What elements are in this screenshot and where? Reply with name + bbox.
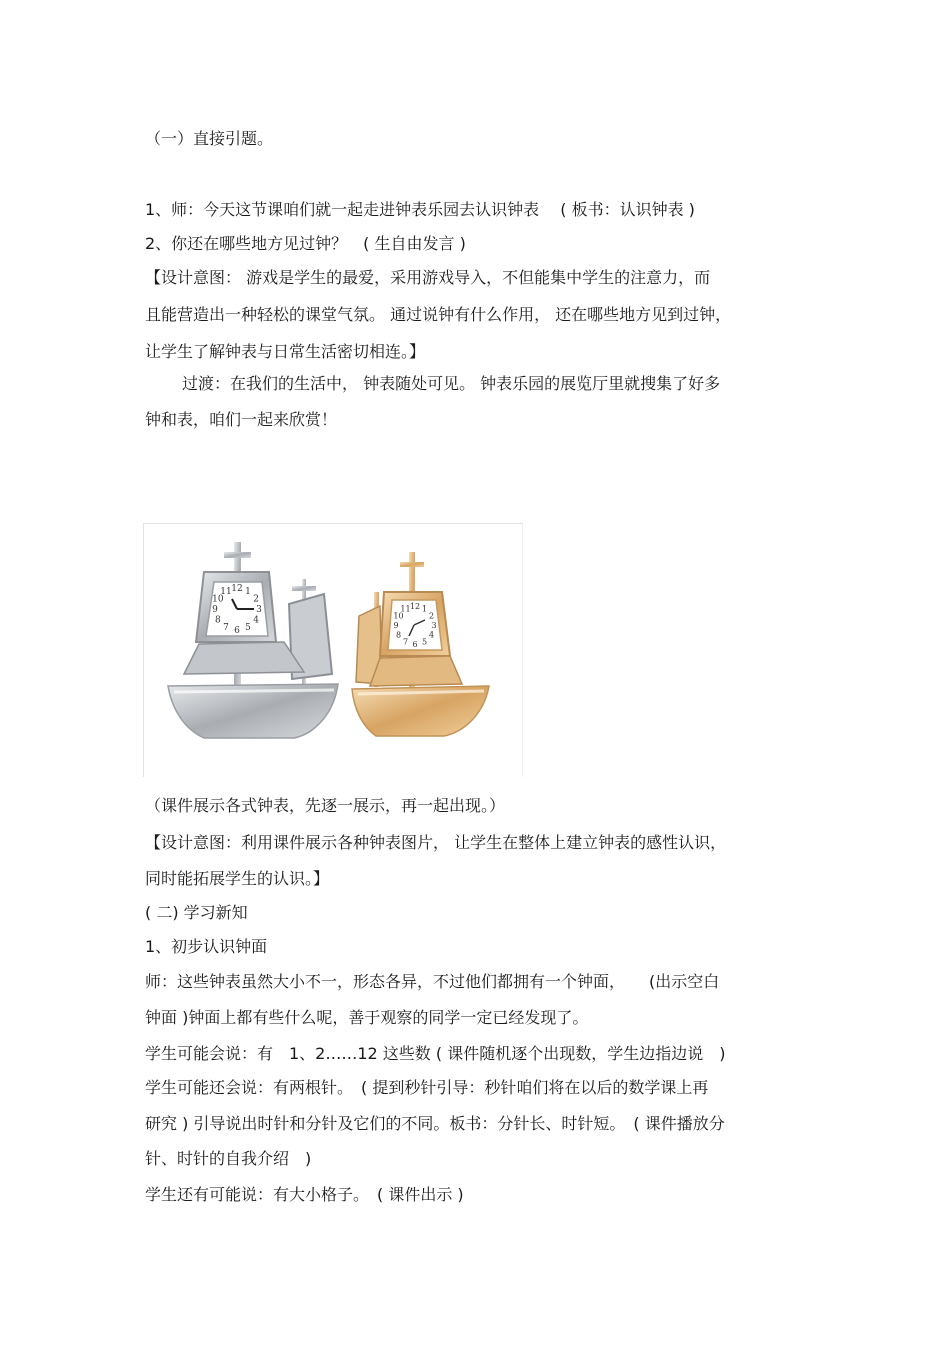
text-line-15: 钟面 )钟面上都有些什么呢，善于观察的同学一定已经发现了。	[145, 1008, 589, 1027]
clock-number: 2	[428, 611, 435, 621]
text-line-6: 让学生了解钟表与日常生活密切相连。】	[145, 342, 426, 361]
clock-ship-figure	[143, 523, 523, 777]
clock-number: 8	[395, 630, 402, 640]
text-line-14: 师：这些钟表虽然大小不一，形态各异，不过他们都拥有一个钟面， (出示空白	[145, 972, 720, 991]
text-line-20: 学生还有可能说：有大小格子。 ( 课件出示 )	[145, 1185, 464, 1204]
clock-number: 3	[431, 621, 437, 630]
text-line-12: ( 二) 学习新知	[145, 903, 248, 922]
text-line-9: （课件展示各式钟表，先逐一展示，再一起出现。）	[145, 796, 506, 815]
text-line-8: 钟和表，咱们一起来欣赏！	[145, 410, 338, 429]
clock-number: 10	[393, 611, 404, 621]
clock-number: 10	[212, 594, 224, 605]
clock-number: 6	[234, 626, 240, 636]
clock-number: 4	[428, 630, 435, 640]
text-line-16: 学生可能会说：有 1、2……12 这些数 ( 课件随机逐个出现数，学生边指边说 )	[145, 1044, 726, 1063]
clock-number: 5	[421, 637, 428, 647]
text-line-11: 同时能拓展学生的认识。】	[145, 869, 330, 888]
text-line-4: 【设计意图： 游戏是学生的最爱，采用游戏导入，不但能集中学生的注意力，而	[145, 268, 711, 287]
ship-clocks-illustration	[144, 524, 522, 777]
text-line-1: （一）直接引题。	[145, 129, 274, 148]
text-line-13: 1、初步认识钟面	[145, 937, 268, 956]
clock-number: 8	[215, 615, 221, 626]
text-line-5: 且能营造出一种轻松的课堂气氛。 通过说钟有什么作用， 还在哪些地方见到过钟，	[145, 305, 732, 324]
clock-number: 7	[223, 623, 229, 634]
clock-number: 12	[231, 584, 243, 594]
text-line-18: 研究 ) 引导说出时针和分针及它们的不同。板书：分针长、时针短。 ( 课件播放分	[145, 1114, 725, 1133]
clock-number: 5	[245, 623, 251, 634]
clock-number: 11	[220, 586, 232, 597]
clock-number: 9	[393, 621, 399, 630]
text-line-2: 1、师：今天这节课咱们就一起走进钟表乐园去认识钟表 ( 板书：认识钟表 )	[145, 200, 695, 219]
text-line-19: 针、时针的自我介绍 )	[145, 1149, 312, 1168]
clock-number: 9	[212, 605, 218, 615]
clock-number: 1	[245, 586, 251, 597]
clock-number: 7	[402, 637, 409, 647]
clock-number: 1	[421, 604, 428, 614]
clock-number: 11	[400, 604, 411, 614]
gold-ship-clock	[352, 552, 489, 736]
clock-number: 12	[409, 602, 421, 611]
text-line-10: 【设计意图：利用课件展示各种钟表图片， 让学生在整体上建立钟表的感性认识，	[145, 833, 727, 852]
clock-number: 3	[256, 605, 262, 615]
text-line-7: 过渡：在我们的生活中， 钟表随处可见。 钟表乐园的展览厅里就搜集了好多	[182, 374, 721, 393]
silver-ship-clock	[168, 542, 338, 738]
text-line-17: 学生可能还会说：有两根针。 ( 提到秒针引导：秒针咱们将在以后的数学课上再	[145, 1078, 709, 1097]
clock-number: 2	[253, 594, 259, 605]
clock-number: 4	[253, 615, 259, 626]
text-line-3: 2、你还在哪些地方见过钟？ ( 生自由发言 )	[145, 234, 466, 253]
clock-number: 6	[412, 640, 418, 649]
